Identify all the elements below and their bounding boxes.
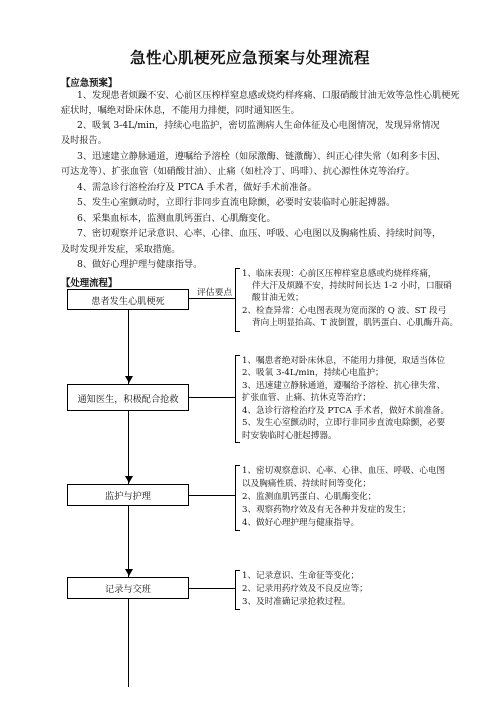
arrow-to-notify [125,376,133,383]
plan-item-8: 8、做好心理护理与健康指导。 [77,259,203,270]
eval-note-2: 伴大汗及烦躁不安，持续时间长达 1-2 小时，口服硝 [252,281,452,291]
eval-note-5: 背向上明显抬高、T 波倒置，肌钙蛋白、心肌酶升高。 [252,318,459,328]
plan-item-2-line-2: 及时报告。 [61,135,107,146]
rescue-note-1: 1、嘱患者绝对卧床休息，不能用力排便，取适当体位 [242,356,446,366]
rescue-note-4: 扩张血管、止痛、抗休克等治疗； [242,393,371,403]
flow-box-mi-onset: 患者发生心肌梗死 [67,289,189,310]
record-note-2: 2、记录用药疗效及不良反应等； [242,584,368,594]
eval-note-4: 2、检查异常：心电图表现为宽而深的 Q 波、ST 段弓 [242,306,447,316]
rescue-note-2: 2、吸氧 3-4L/min，持续心电监护； [242,368,384,378]
bracket-1 [235,268,240,332]
record-note-3: 3、及时准确记录抢救过程。 [242,597,351,607]
plan-item-7-line-2: 及时发现并发症，采取措施。 [61,244,181,255]
monitor-note-3: 2、监测血肌钙蛋白、心肌酶变化； [242,492,377,502]
rescue-note-5: 4、急诊行溶栓治疗及 PTCA 手术者，做好术前准备。 [242,406,450,416]
plan-item-3-line-1: 3、迅速建立静脉通道，遵嘱给予溶栓（如尿激酶、链激酶）、纠正心律失常（如利多卡因、 [77,151,446,162]
plan-item-4: 4、需急诊行溶栓治疗及 PTCA 手术者，做好手术前准备。 [77,182,317,193]
plan-item-5: 5、发生心室颤动时，立即行非同步直流电除颤，必要时安装临时心脏起搏器。 [77,197,396,208]
flow-box-monitoring: 监护与护理 [67,484,189,506]
emergency-plan-heading: 【应急预案】 [61,78,118,89]
page-title: 急性心肌梗死应急预案与处理流程 [129,48,370,67]
monitor-note-4: 3、观察药物疗效及有无各种并发症的发生； [242,505,411,515]
arrow-to-monitor [125,476,133,483]
bracket-3 [235,465,240,531]
eval-points-label: 评估要点 [197,288,233,298]
connector-eval [189,298,235,299]
record-note-1: 1、记录意识、生命征等变化； [242,571,360,581]
flow-heading: 【处理流程】 [61,278,118,289]
rescue-note-7: 时安装临时心脏起搏器。 [242,431,337,441]
plan-item-6: 6、采集血标本，监测血肌钙蛋白、心肌酶变化。 [77,213,276,224]
plan-item-3-line-2: 可达龙等）、扩张血管（如硝酸甘油）、止痛（如杜冷丁、吗啡）、抗心源性休克等治疗。 [61,166,415,177]
eval-note-1: 1、临床表现：心前区压榨样窒息感或灼烧样疼痛， [242,269,437,279]
monitor-note-1: 1、密切观察意识、心率、心律、血压、呼吸、心电图 [242,466,446,476]
connector-3 [189,495,235,496]
rescue-note-6: 5、发生心室颤动时，立即行非同步直流电除颤，必要 [242,418,446,428]
monitor-note-2: 以及胸痛性质、持续时间等变化； [242,479,371,489]
flow-box-notify-doctor: 通知医生，积极配合抢救 [67,384,189,411]
eval-note-3: 酸甘油无效； [252,293,304,303]
plan-item-7-line-1: 7、密切观察并记录意识、心率、心律、血压、呼吸、心电图以及胸痛性质、持续时间等， [77,228,442,239]
plan-item-1-line-1: 1、发现患者烦躁不安、心前区压榨样窒息感或烧灼样疼痛、口服硝酸甘油无效等急性心肌梗死 [77,90,460,101]
connector-2 [189,397,235,398]
plan-item-2-line-1: 2、吸氧 3-4L/min，持续心电监护，密切监测病人生命体征及心电图情况，发现异常情况 [77,120,440,131]
bracket-2 [235,355,240,443]
plan-item-1-line-2: 症状时，嘱绝对卧床休息，不能用力排便，同时通知医生。 [61,105,300,116]
bracket-4 [235,570,240,610]
connector-4 [189,588,235,589]
arrow-to-record [125,569,133,576]
rescue-note-3: 3、迅速建立静脉通道，遵嘱给予溶栓、抗心律失常、 [242,381,446,391]
monitor-note-5: 4、做好心理护理与健康指导。 [242,518,360,528]
flow-box-record-handover: 记录与交班 [67,577,189,599]
